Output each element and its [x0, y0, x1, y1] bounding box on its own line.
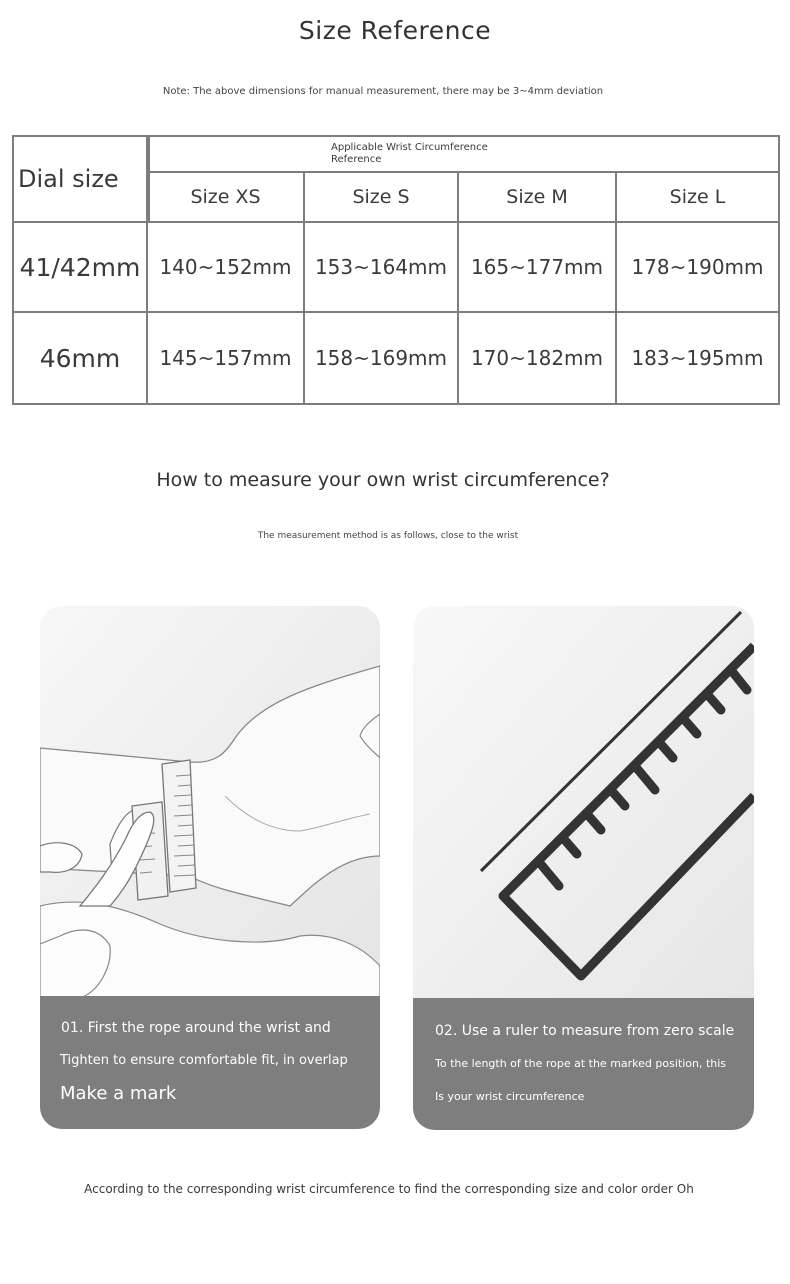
size-header-xs: Size XS — [146, 171, 305, 223]
step-2-card — [413, 606, 754, 1130]
ruler-illustration — [413, 606, 754, 998]
measurement-note: Note: The above dimensions for manual measurement, there may be 3~4mm deviation — [162, 86, 604, 97]
size-header-m: Size M — [457, 171, 617, 223]
size-header-l: Size L — [615, 171, 780, 223]
page-title: Size Reference — [298, 16, 492, 45]
dial-size-41-42: 41/42mm — [12, 221, 148, 313]
table-cell: 183~195mm — [615, 311, 780, 405]
table-cell: 140~152mm — [146, 221, 305, 313]
footer-note: According to the corresponding wrist circumference to find the corresponding size and color order Oh — [84, 1182, 694, 1196]
step-1-caption — [40, 996, 380, 1129]
how-to-measure-title: How to measure your own wrist circumference? — [156, 469, 610, 491]
table-cell: 178~190mm — [615, 221, 780, 313]
step-1-line-3: Make a mark — [60, 1083, 177, 1104]
step-2-caption — [413, 998, 754, 1130]
size-header-s: Size S — [303, 171, 459, 223]
wrist-tape-illustration — [40, 606, 380, 998]
table-cell: 170~182mm — [457, 311, 617, 405]
step-2-line-2: To the length of the rope at the marked position, this — [435, 1057, 727, 1070]
dial-size-46: 46mm — [12, 311, 148, 405]
wrist-circumference-text: Applicable Wrist Circumference Reference — [331, 142, 488, 165]
method-note: The measurement method is as follows, close to the wrist — [257, 531, 519, 541]
step-1-line-2: Tighten to ensure comfortable fit, in overlap — [60, 1053, 348, 1068]
table-cell: 158~169mm — [303, 311, 459, 405]
wrist-circumference-header — [146, 135, 780, 173]
dial-size-header: Dial size — [12, 135, 150, 223]
table-cell: 165~177mm — [457, 221, 617, 313]
step-1-card — [40, 606, 380, 1129]
size-table — [12, 135, 780, 405]
table-cell: 153~164mm — [303, 221, 459, 313]
step-2-line-3: Is your wrist circumference — [435, 1090, 585, 1103]
step-1-line-1: 01. First the rope around the wrist and — [61, 1020, 331, 1036]
step-2-line-1: 02. Use a ruler to measure from zero scale — [435, 1023, 735, 1039]
table-cell: 145~157mm — [146, 311, 305, 405]
